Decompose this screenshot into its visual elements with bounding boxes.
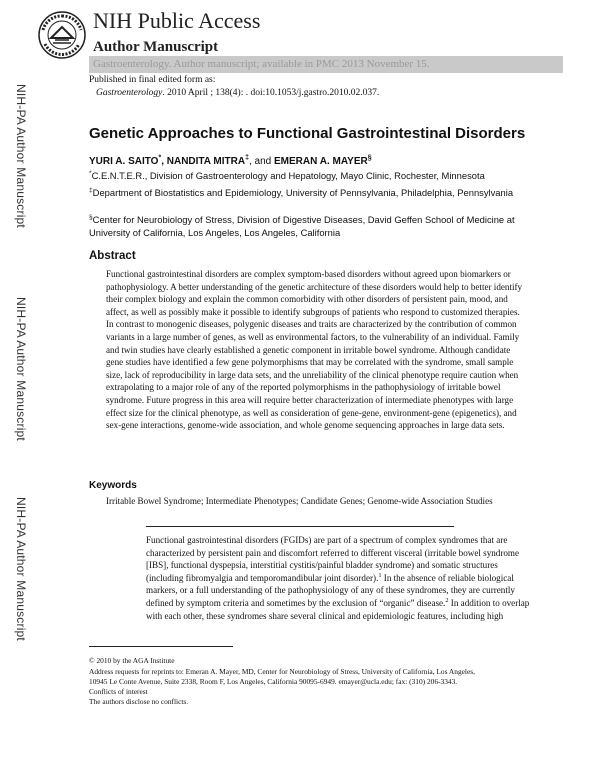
intro-text: Functional gastrointestinal disorders (FGIDs) are part of a spectrum of complex syndromes that are characterized by persistent pain and discomfort referred to different visceral (irritable bowel syndrome [IBS], functional dyspepsia, interstitial cystitis/painful bladder syndrome) and somatic structures (including fibromyalgia and temporomandibular joint disorder). xyxy=(146,535,520,583)
article-title: Genetic Approaches to Functional Gastrointestinal Disorders xyxy=(89,125,526,142)
reference-marker[interactable]: 2 xyxy=(445,596,449,604)
banner-title: NIH Public Access xyxy=(93,8,261,33)
sidebar-watermark: NIH-PA Author Manuscript xyxy=(14,84,28,228)
author-name: YURI A. SAITO xyxy=(89,156,159,167)
affiliation xyxy=(89,186,529,199)
section-divider xyxy=(146,526,454,527)
affiliation xyxy=(89,169,529,182)
citation xyxy=(96,88,379,98)
address-note: Address requests for reprints to: Emeran A. Mayer, MD, Center for Neurobiology of Stress, University of California, Los Angeles, xyxy=(89,667,475,676)
affiliation xyxy=(89,213,529,239)
nih-seal-logo xyxy=(37,10,87,60)
author-mark: § xyxy=(367,154,372,162)
author-name: EMERAN A. MAYER xyxy=(274,156,368,167)
conflicts-heading: Conflicts of interest xyxy=(89,687,148,696)
affiliation-mark: * xyxy=(89,169,92,177)
author-separator: , xyxy=(161,156,167,167)
citation-details: . 2010 April ; 138(4): . doi:10.1053/j.gastro.2010.02.037. xyxy=(162,88,380,98)
author-list xyxy=(89,156,372,167)
author-name: NANDITA MITRA xyxy=(166,156,246,167)
reference-marker[interactable]: 1 xyxy=(378,571,382,579)
published-label: Published in final edited form as: xyxy=(89,75,216,85)
author-separator: , and xyxy=(248,156,275,167)
author-mark: ‡ xyxy=(245,154,249,162)
footnote-divider xyxy=(89,646,233,647)
intro-text: In addition to overlap with each other, these syndromes share several clinical and epidemiologic features, including high xyxy=(146,597,530,621)
intro-text: In the absence of reliable biological markers, or a full understanding of the pathophysiology of any of these syndromes, they are currently defined by symptom criteria and sometimes by the exclusion of “organic” disease. xyxy=(146,572,515,608)
keywords-text: Irritable Bowel Syndrome; Intermediate Phenotypes; Candidate Genes; Genome-wide Association Studies xyxy=(106,496,493,506)
intro-paragraph xyxy=(146,534,532,622)
author-mark: * xyxy=(158,154,162,162)
keywords-heading: Keywords xyxy=(89,480,137,491)
sidebar-watermark: NIH-PA Author Manuscript xyxy=(14,297,28,441)
abstract-text: Functional gastrointestinal disorders are complex symptom-based disorders without agreed upon biomarkers or pathophysiology. A better understanding of the genetic architecture of these disorders would help to better identify their complex biology and explain the common comorbidity with other disorders of persistent pain, mood, and affect, as well as possibly make it possible to identify subgroups of patients who respond to customized therapies. In contrast to monogenic diseases, polygenic diseases and traits are characterized by the contribution of common variants in a large number of genes, as well as environmental factors, to the vulnerability of an individual. Family and twin studies have clearly established a genetic component in irritable bowel syndrome. Although candidate gene studies have identified a few gene polymorphisms that may be correlated with the syndrome, small sample size, lack of reproducibility in large data sets, and the unreliability of the clinical phenotype require caution when extrapolating to a major role of any of the reported polymorphisms in the pathophysiology of irritable bowel syndrome. Future progress in this area will require better characterization of intermediate phenotypes with large effect size for the clinical phenotype, as well as consideration of gene-gene, environment-gene (epigenetics), and sex-gene interactions, genome-wide association, and whole genome sequencing approaches in large data sets. xyxy=(106,269,523,431)
abstract-heading: Abstract xyxy=(89,250,136,262)
affiliation-mark: ‡ xyxy=(89,186,93,194)
affiliation-text: Center for Neurobiology of Stress, Division of Digestive Diseases, David Geffen School of Medicine at University of California, Los Angeles, Los Angeles, California xyxy=(89,214,515,238)
affiliation-text: Department of Biostatistics and Epidemiology, University of Pennsylvania, Philadelphia, Pennsylvania xyxy=(92,187,514,198)
conflicts-text: The authors disclose no conflicts. xyxy=(89,697,189,706)
copyright-note: © 2010 by the AGA Institute xyxy=(89,656,175,665)
affiliation-mark: § xyxy=(89,213,93,221)
banner-availability-note: Gastroenterology. Author manuscript; available in PMC 2013 November 15. xyxy=(93,58,430,70)
sidebar-watermark: NIH-PA Author Manuscript xyxy=(14,497,28,641)
address-note: 10945 Le Conte Avenue, Suite 2338, Room F, Los Angeles, California 90095-6949. emayer@ucla.edu; fax: (310) 206-3343. xyxy=(89,677,458,686)
journal-name: Gastroenterology xyxy=(96,88,163,98)
affiliation-text: C.E.N.T.E.R., Division of Gastroenterology and Hepatology, Mayo Clinic, Rochester, Minnesota xyxy=(91,170,485,181)
banner-subtitle: Author Manuscript xyxy=(93,39,219,55)
